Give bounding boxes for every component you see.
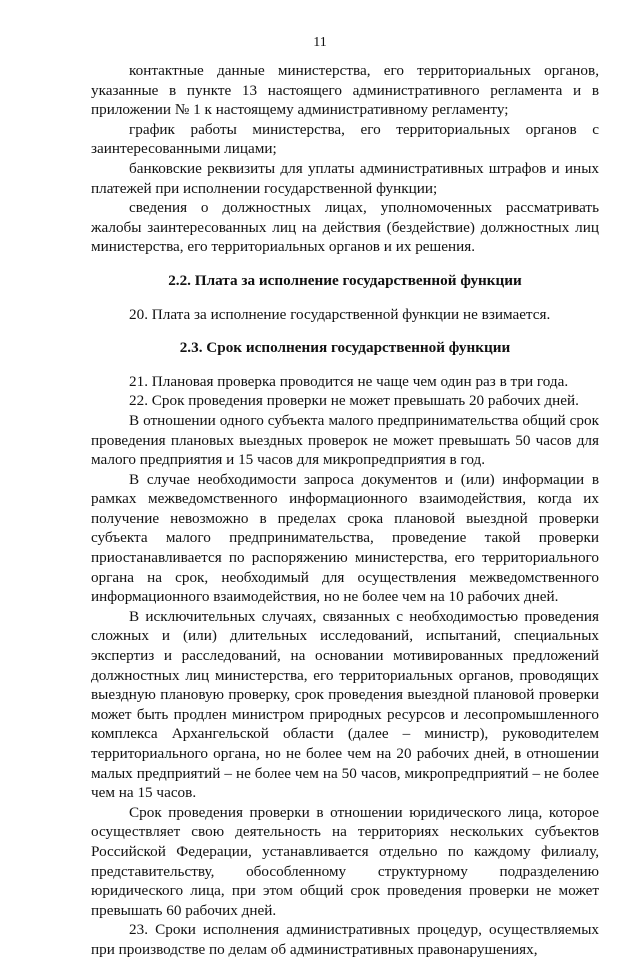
paragraph-23: 23. Сроки исполнения административных процедур, осуществляемых при производстве по делам об административных правонарушениях, bbox=[91, 921, 599, 958]
paragraph-20: 20. Плата за исполнение государственной функции не взимается. bbox=[129, 305, 551, 323]
paragraph-small-business-limit: В отношении одного субъекта малого предпринимательства общий срок проведения плановых выездных проверок не может превышать 50 часов для малого предприятия и 15 часов для микропредприятия в год. bbox=[91, 411, 599, 469]
page-number: 11 bbox=[313, 35, 327, 50]
paragraph-21: 21. Плановая проверка проводится не чаще чем один раз в три года. bbox=[129, 372, 569, 390]
paragraph-22: 22. Срок проведения проверки не может превышать 20 рабочих дней. bbox=[129, 392, 579, 410]
paragraph-schedule: график работы министерства, его территориальных органов с заинтересованными лицами; bbox=[91, 120, 599, 158]
paragraph-officials-info: сведения о должностных лицах, уполномоченных рассматривать жалобы заинтересованных лиц на действия (бездействие) должностных лиц министерства, его территориальных органов и их решения. bbox=[91, 199, 599, 256]
paragraph-interagency-suspension: В случае необходимости запроса документов и (или) информации в рамках межведомственного информационного взаимодействия, когда их получение невозможно в пределах срока плановой выездной проверки субъекта малого предпринимательства, проведение такой проверки приостанавливается по распоряжению министерства, его территориального органа на срок, необходимый для осуществления межведомственного информационного взаимодействия, но не более чем на 10 рабочих дней. bbox=[91, 470, 599, 606]
paragraph-bank-details: банковские реквизиты для уплаты административных штрафов и иных платежей при исполнении государственной функции; bbox=[91, 159, 599, 197]
paragraph-contacts: контактные данные министерства, его территориальных органов, указанные в пункте 13 настоящего административного регламента и в приложении № 1 к настоящему административному регламенту; bbox=[91, 62, 599, 119]
section-heading-fee: 2.2. Плата за исполнение государственной функции bbox=[168, 271, 522, 289]
paragraph-extension: В исключительных случаях, связанных с необходимостью проведения сложных и (или) длительных исследований, испытаний, специальных экспертиз и расследований, на основании мотивированных предложений должностных лиц министерства, его территориальных органов, проводящих выездную плановую проверку, срок проведения выездной плановой проверки может быть продлен министром природных ресурсов и лесопромышленного комплекса Архангельской области (далее – министр), руководителем территориального органа, но не более чем на 20 рабочих дней, в отношении малых предприятий – не более чем на 50 часов, микропредприятий – не более чем на 15 часов. bbox=[91, 607, 599, 802]
page-content bbox=[91, 61, 599, 960]
paragraph-multi-region: Срок проведения проверки в отношении юридического лица, которое осуществляет свою деятельность на территориях нескольких субъектов Российской Федерации, устанавливается отдельно по каждому филиалу, представительству, обособленному структурному подразделению юридического лица, при этом общий срок проведения проверки не может превышать 60 рабочих дней. bbox=[91, 803, 599, 919]
section-heading-term: 2.3. Срок исполнения государственной функции bbox=[179, 339, 511, 357]
